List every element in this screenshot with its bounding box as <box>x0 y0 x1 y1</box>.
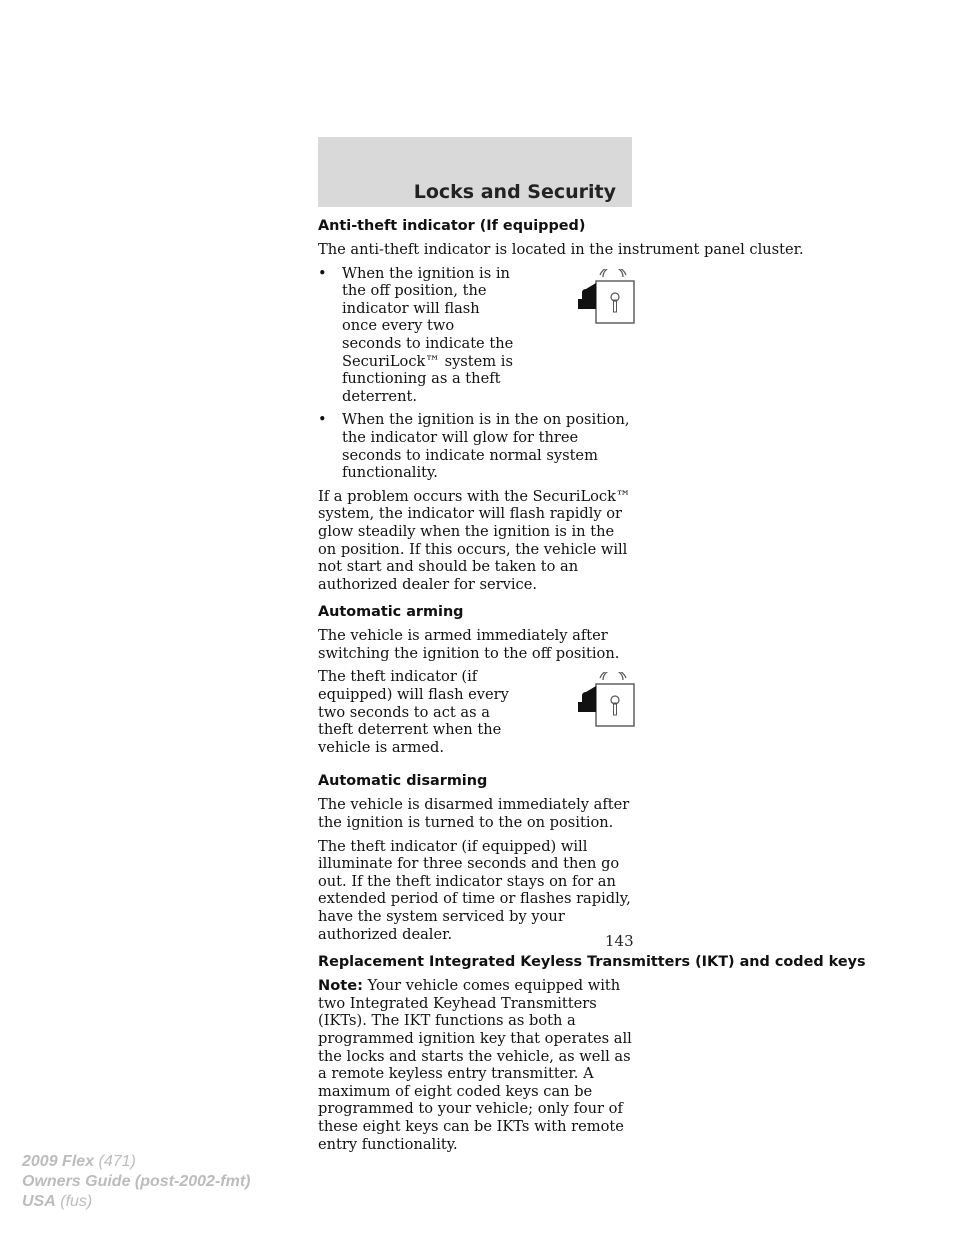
heading-replacement-ikt: Replacement Integrated Keyless Transmitters (IKT) and coded keys <box>318 954 866 971</box>
heading-automatic-arming: Automatic arming <box>318 604 464 621</box>
footer-model-code: (471) <box>98 1153 136 1170</box>
heading-automatic-disarming: Automatic disarming <box>318 773 488 790</box>
theft-indicator-icon <box>576 672 636 737</box>
footer-market-code: (fus) <box>60 1193 93 1210</box>
bullet-off-position <box>318 265 514 406</box>
bullet-off-position-text: When the ignition is in the off position, the indicator will flash once every two seconds to indicate the SecuriLock™ system is functioning as a theft deterrent. <box>342 264 514 405</box>
paragraph-arming-flash: The theft indicator (if equipped) will flash every two seconds to act as a theft deterrent when the vehicle is armed. <box>318 668 509 756</box>
footer-guide: Owners Guide (post-2002-fmt) <box>22 1173 251 1190</box>
bullet-marker: • <box>318 411 327 429</box>
paragraph-ikt-note <box>318 977 636 1153</box>
page-number: 143 <box>605 932 634 950</box>
bullet-marker: • <box>318 264 327 282</box>
section-header-band <box>318 137 632 207</box>
note-text: Your vehicle comes equipped with two Integrated Keyhead Transmitters (IKTs). The IKT functions as both a programmed ignition key that operates all the locks and starts the vehicle, as well as a remote keyless entry transmitter. A maximum of eight coded keys can be programmed to your vehicle; only four of these eight keys can be IKTs with remote entry functionality. <box>318 977 632 1153</box>
bullet-row-off-position <box>318 265 636 412</box>
theft-indicator-icon <box>576 269 636 334</box>
paragraph-arming-immediate: The vehicle is armed immediately after switching the ignition to the off position. <box>318 627 620 662</box>
car-lock-icon-graphic <box>576 269 636 329</box>
footer-market: USA <box>22 1193 56 1210</box>
footer-line-guide <box>22 1172 250 1192</box>
arming-row <box>318 668 636 762</box>
bullet-on-position <box>318 411 642 481</box>
footer-line-market <box>22 1192 250 1212</box>
footer-line-model <box>22 1152 250 1172</box>
car-lock-icon-graphic <box>576 672 636 732</box>
paragraph-disarming-illuminate: The theft indicator (if equipped) will illuminate for three seconds and then go out. If the theft indicator stays on for an extended period of time or flashes rapidly, have the system serviced by your authorized dealer. <box>318 837 631 943</box>
document-footer <box>22 1152 250 1212</box>
section-title: Locks and Security <box>413 181 616 203</box>
paragraph-securilock-problem: If a problem occurs with the SecuriLock™ system, the indicator will flash rapidly or glow steadily when the ignition is in the on position. If this occurs, the vehicle will not start and should be taken to an authorized dealer for service. <box>318 487 631 593</box>
page-content <box>318 217 866 1159</box>
bullet-on-position-text: When the ignition is in the on position, the indicator will glow for three seconds to indicate normal system functionality. <box>342 411 630 482</box>
paragraph-disarming-immediate: The vehicle is disarmed immediately after the ignition is turned to the on position. <box>318 796 630 832</box>
note-label: Note: <box>318 977 363 995</box>
footer-model: 2009 Flex <box>22 1153 95 1170</box>
paragraph-anti-theft-intro: The anti-theft indicator is located in the instrument panel cluster. <box>318 241 804 258</box>
heading-anti-theft-indicator: Anti-theft indicator (If equipped) <box>318 218 586 234</box>
